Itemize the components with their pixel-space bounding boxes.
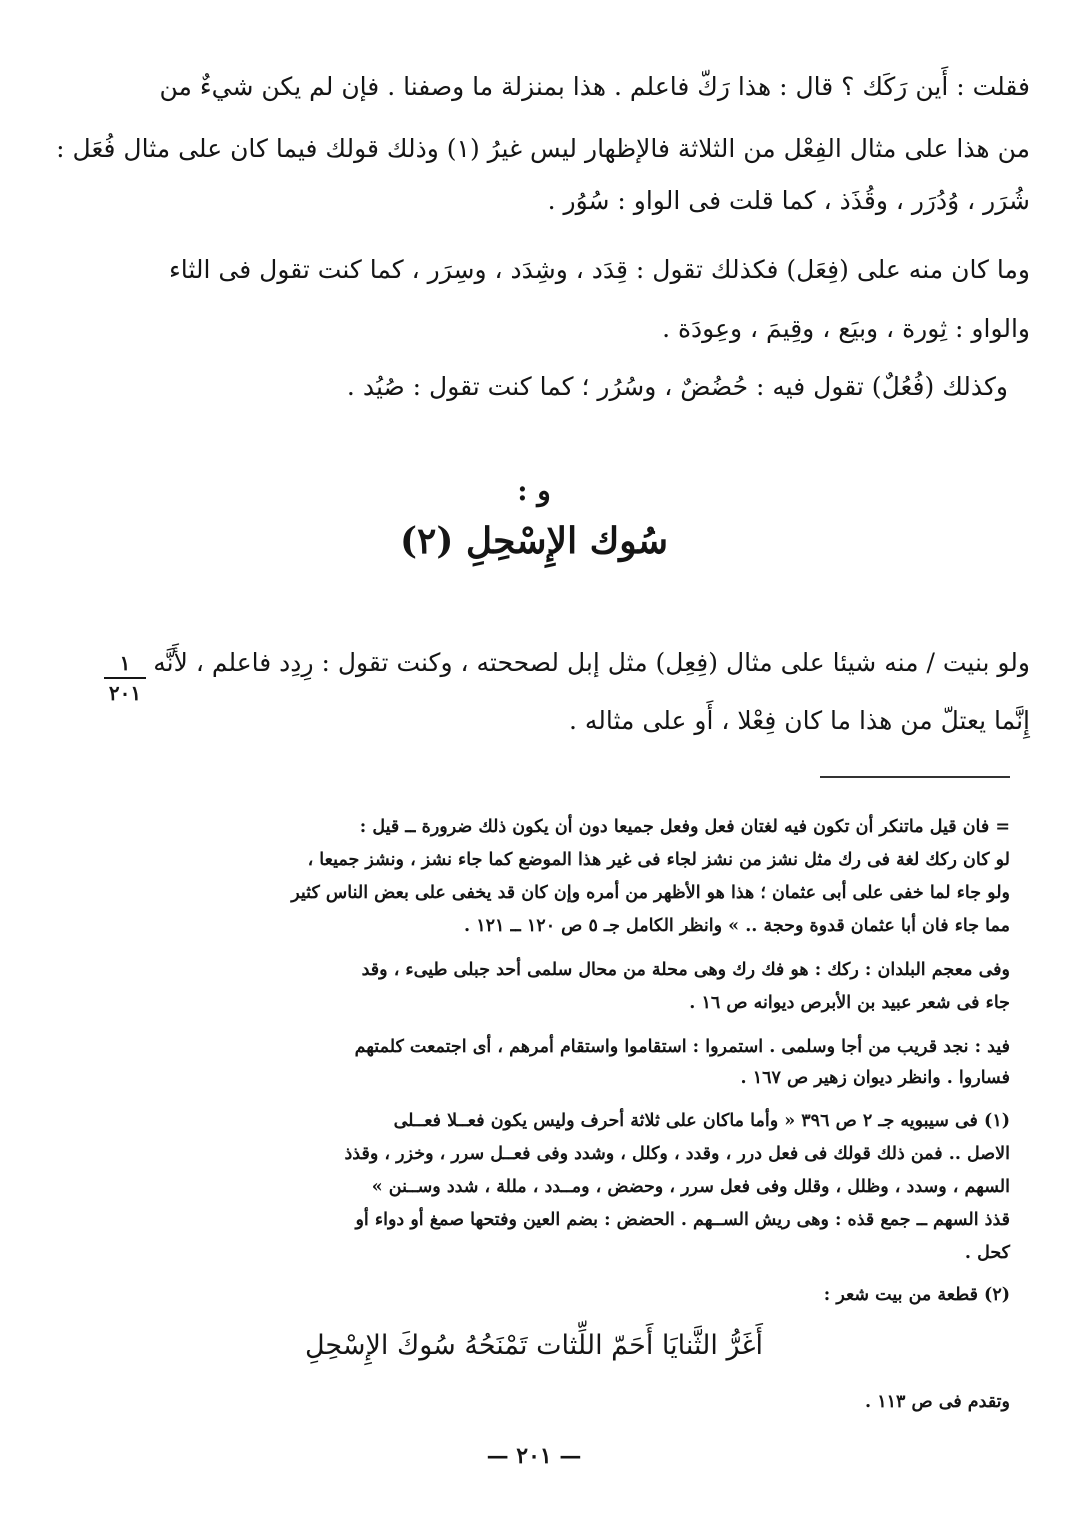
page-number: — ٢٠١ — bbox=[486, 1443, 582, 1469]
footnote-line-12: قذذ السهم ــ جمع قذه : وهى ريش الســهم . الحضض : بضم العين وفتحها صمغ أو دواء أو bbox=[355, 1210, 1010, 1230]
footnote-line-10: الاصل .. فمن ذلك قولك فى فعل درر ، وقدد ، وكلل ، وشدد وفى فعــل سرر ، وخزر ، وقذذ bbox=[344, 1144, 1010, 1164]
body-line-2: من هذا على مثال الفِعْل من الثلاثة فالإظهار ليس غيرُ (١) وذلك قولك فيما كان على مثال فُعَل : bbox=[56, 134, 1030, 163]
section-letter: و : bbox=[517, 474, 551, 507]
poetry-verse: أَغَرُّ الثَّنايَا أَحَمّ اللِّثات تَمْنَحُهُ سُوكَ الإِسْحِلِ bbox=[304, 1330, 764, 1361]
footnote-line-7: فيد : نجد قريب من أجا وسلمى . استمروا : استقاموا واستقام أمرهم ، أى اجتمعت كلمتهم bbox=[354, 1037, 1010, 1057]
footnote-line-5: وفى معجم البلدان : ركك : هو فك رك وهى محلة من محال سلمى أحد جبلى طيىء ، وقد bbox=[361, 960, 1010, 980]
margin-ref-top: ١ bbox=[119, 651, 131, 675]
footnote-line-8: فساروا . وانظر ديوان زهير ص ١٦٧ . bbox=[740, 1068, 1010, 1088]
margin-ref-bottom: ٢٠١ bbox=[108, 681, 142, 705]
footnote-line-11: السهم ، وسدد ، وظلل ، وقلل وفى فعل سرر ، وحضض ، ومــدد ، مللة ، شدد وســنن » bbox=[371, 1177, 1010, 1197]
section-title: سُوك الإِسْحِلِ (٢) bbox=[399, 520, 669, 562]
body-line-4: وما كان منه على (فِعَل) فكذلك تقول : قِدَد ، وشِدَد ، وسِرَر ، كما كنت تقول فى الثاء bbox=[169, 255, 1030, 284]
body-line-8: إِنَّما يعتلّ من هذا ما كان فِعْلا ، أَو على مثاله . bbox=[568, 706, 1030, 735]
body-line-1: فقلت : أَين رَكَك ؟ قال : هذا رَكّ فاعلم . هذا بمنزلة ما وصفنا . فإن لم يكن شيءٌ من bbox=[159, 72, 1030, 101]
footnote-line-13: كحل . bbox=[964, 1243, 1010, 1263]
footnote-line-14: (٢) قطعة من بيت شعر : bbox=[823, 1285, 1010, 1305]
footnote-separator bbox=[820, 776, 1010, 778]
footnote-line-1: = فان قيل ماتنكر أن تكون فيه لغتان فعل وفعل جميعا دون أن يكون ذلك ضرورة ــ قيل : bbox=[359, 817, 1010, 837]
footnote-line-6: جاء فى شعر عبيد بن الأبرص ديوانه ص ١٦ . bbox=[689, 993, 1010, 1013]
margin-ref-bar bbox=[104, 677, 146, 679]
footnote-after-verse: وتقدم فى ص ١١٣ . bbox=[865, 1392, 1010, 1412]
footnote-line-2: لو كان ركك لغة فى رك مثل نشز من نشز لجاء فى غير هذا الموضع كما جاء نشز ، ونشز جميعا ، bbox=[307, 850, 1010, 870]
footnote-line-3: ولو جاء لما خفى على أبى عثمان ؛ هذا هو الأظهر من أمره وإن كان قد يخفى على بعض الناس كثير bbox=[291, 883, 1010, 903]
footnote-line-9: (١) فى سيبويه جـ ٢ ص ٣٩٦ « وأما ماكان على ثلاثة أحرف وليس يكون فعــلا فعــلى bbox=[393, 1111, 1010, 1131]
body-line-6: وكذلك (فُعُلٌ) تقول فيه : حُضُضٌ ، وسُرُر ؛ كما كنت تقول : صُيُد . bbox=[346, 372, 1008, 401]
body-line-5: والواو : ثِورة ، وبيَع ، وقِيمَ ، وعِودَة . bbox=[662, 314, 1030, 343]
margin-page-reference bbox=[100, 650, 150, 706]
body-line-7: ولو بنيت / منه شيئا على مثال (فِعِل) مثل إبل لصححته ، وكنت تقول : رِدِد فاعلم ، لأَنَّه bbox=[153, 648, 1030, 677]
body-line-3: شُرَر ، وُدُرَر ، وقُذَذ ، كما قلت فى الواو : سُوُر . bbox=[547, 186, 1030, 215]
footnote-line-4: مما جاء فان أبا عثمان قدوة وحجة .. » وانظر الكامل جـ ٥ ص ١٢٠ ــ ١٢١ . bbox=[464, 916, 1010, 936]
